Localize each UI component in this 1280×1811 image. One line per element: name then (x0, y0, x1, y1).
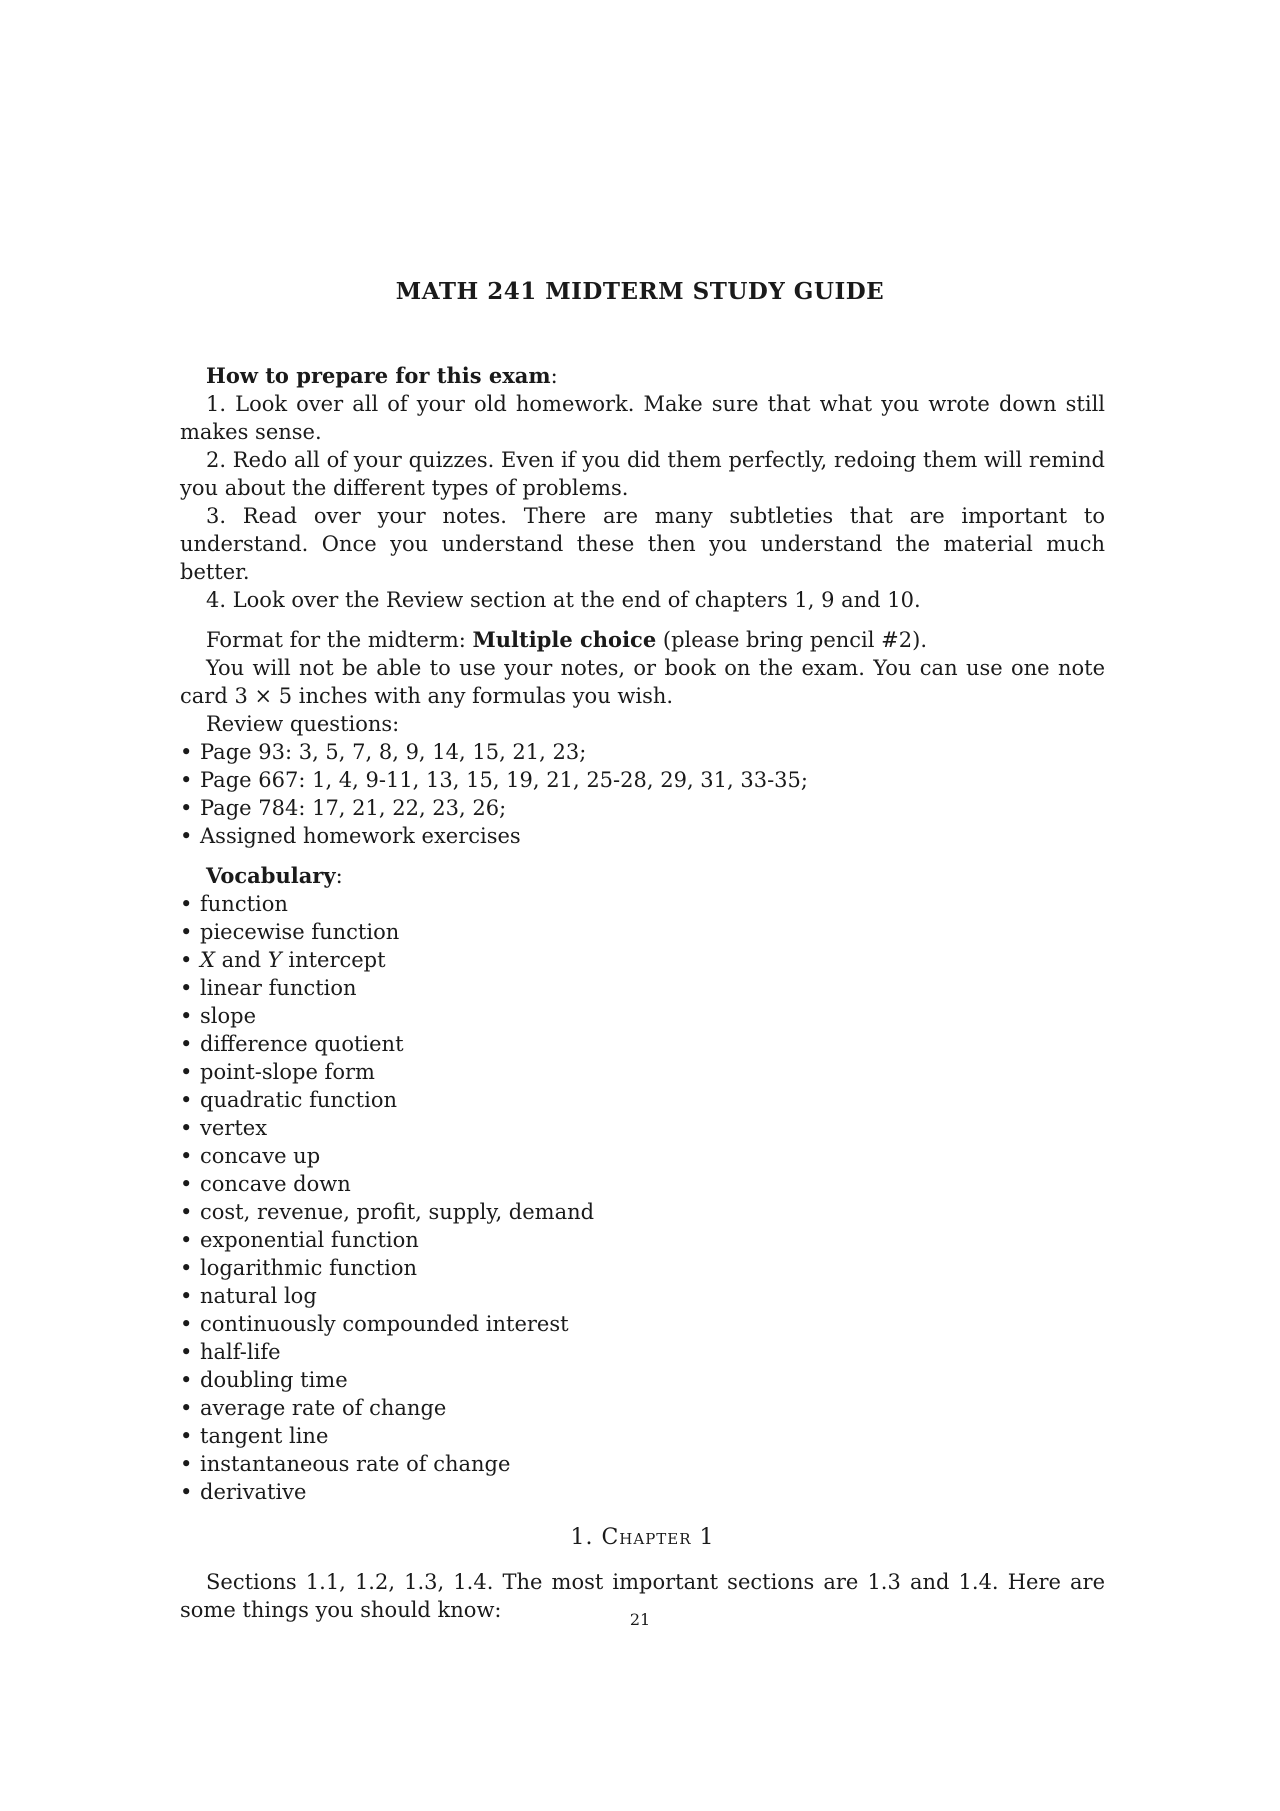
prepare-step-2: 2. Redo all of your quizzes. Even if you did them perfectly, redoing them will remind you about the different types of problems. (180, 448, 1105, 500)
prepare-heading-colon: : (550, 364, 558, 388)
vocab-item: • continuously compounded interest (180, 1310, 1105, 1338)
vocab-item: • half-life (180, 1338, 1105, 1366)
vocab-item: • doubling time (180, 1366, 1105, 1394)
review-list (180, 738, 1105, 850)
x-variable: X (200, 948, 215, 972)
vocab-item: • natural log (180, 1282, 1105, 1310)
vocab-item: • concave down (180, 1170, 1105, 1198)
vocab-item: • cost, revenue, profit, supply, demand (180, 1198, 1105, 1226)
prepare-heading (180, 362, 1105, 390)
chapter-heading: 1. Chapter 1 (570, 1525, 715, 1550)
review-item: • Page 667: 1, 4, 9-11, 13, 15, 19, 21, 25-28, 29, 31, 33-35; (180, 766, 1105, 794)
format-line (180, 626, 1105, 654)
vocab-item: • quadratic function (180, 1086, 1105, 1114)
review-item: • Page 93: 3, 5, 7, 8, 9, 14, 15, 21, 23; (180, 738, 1105, 766)
vocab-item: • average rate of change (180, 1394, 1105, 1422)
vocab-item: • linear function (180, 974, 1105, 1002)
vocabulary-heading-colon: : (335, 864, 343, 888)
prepare-step-4: 4. Look over the Review section at the end of chapters 1, 9 and 10. (206, 588, 921, 612)
review-label: Review questions: (206, 712, 400, 736)
format-suffix: (please bring pencil #2). (656, 628, 927, 652)
document-body (180, 362, 1105, 1624)
prepare-step-3: 3. Read over your notes. There are many subtleties that are important to understand. Once you understand these then you understand the material much better. (180, 504, 1105, 584)
vocab-item: • vertex (180, 1114, 1105, 1142)
format-prefix: Format for the midterm: (206, 628, 473, 652)
vocab-item: • instantaneous rate of change (180, 1450, 1105, 1478)
review-item: • Page 784: 17, 21, 22, 23, 26; (180, 794, 1105, 822)
vocab-item: • piecewise function (180, 918, 1105, 946)
format-type: Multiple choice (472, 627, 657, 652)
review-item: • Assigned homework exercises (180, 822, 1105, 850)
vocab-item: • tangent line (180, 1422, 1105, 1450)
prepare-heading-text: How to prepare for this exam (206, 363, 551, 388)
vocabulary-list (180, 890, 1105, 1506)
format-notes: You will not be able to use your notes, or book on the exam. You can use one note card 3 × 5 inches with any formulas you wish. (180, 656, 1105, 708)
vocabulary-heading (180, 862, 1105, 890)
page-title: MATH 241 MIDTERM STUDY GUIDE (395, 278, 885, 305)
vocab-item: • exponential function (180, 1226, 1105, 1254)
vocab-item: • concave up (180, 1142, 1105, 1170)
vocab-item: • point-slope form (180, 1058, 1105, 1086)
vocab-item: • derivative (180, 1478, 1105, 1506)
vocab-item: • slope (180, 1002, 1105, 1030)
page-number: 21 (629, 1610, 651, 1629)
spacer (180, 850, 1105, 862)
prepare-step-1: 1. Look over all of your old homework. Make sure that what you wrote down still makes sense. (180, 392, 1105, 444)
prepare-steps (180, 390, 1105, 614)
y-variable: Y (267, 948, 282, 972)
vocab-item: • function (180, 890, 1105, 918)
intercept-and: and (214, 948, 268, 972)
spacer (180, 614, 1105, 626)
intercept-rest: intercept (281, 948, 386, 972)
vocab-item: • difference quotient (180, 1030, 1105, 1058)
vocab-item: • logarithmic function (180, 1254, 1105, 1282)
chapter-intro: Sections 1.1, 1.2, 1.3, 1.4. The most important sections are 1.3 and 1.4. Here are some things you should know: (180, 1570, 1105, 1622)
vocabulary-heading-text: Vocabulary (206, 863, 336, 888)
vocab-item-intercept (180, 946, 1105, 974)
